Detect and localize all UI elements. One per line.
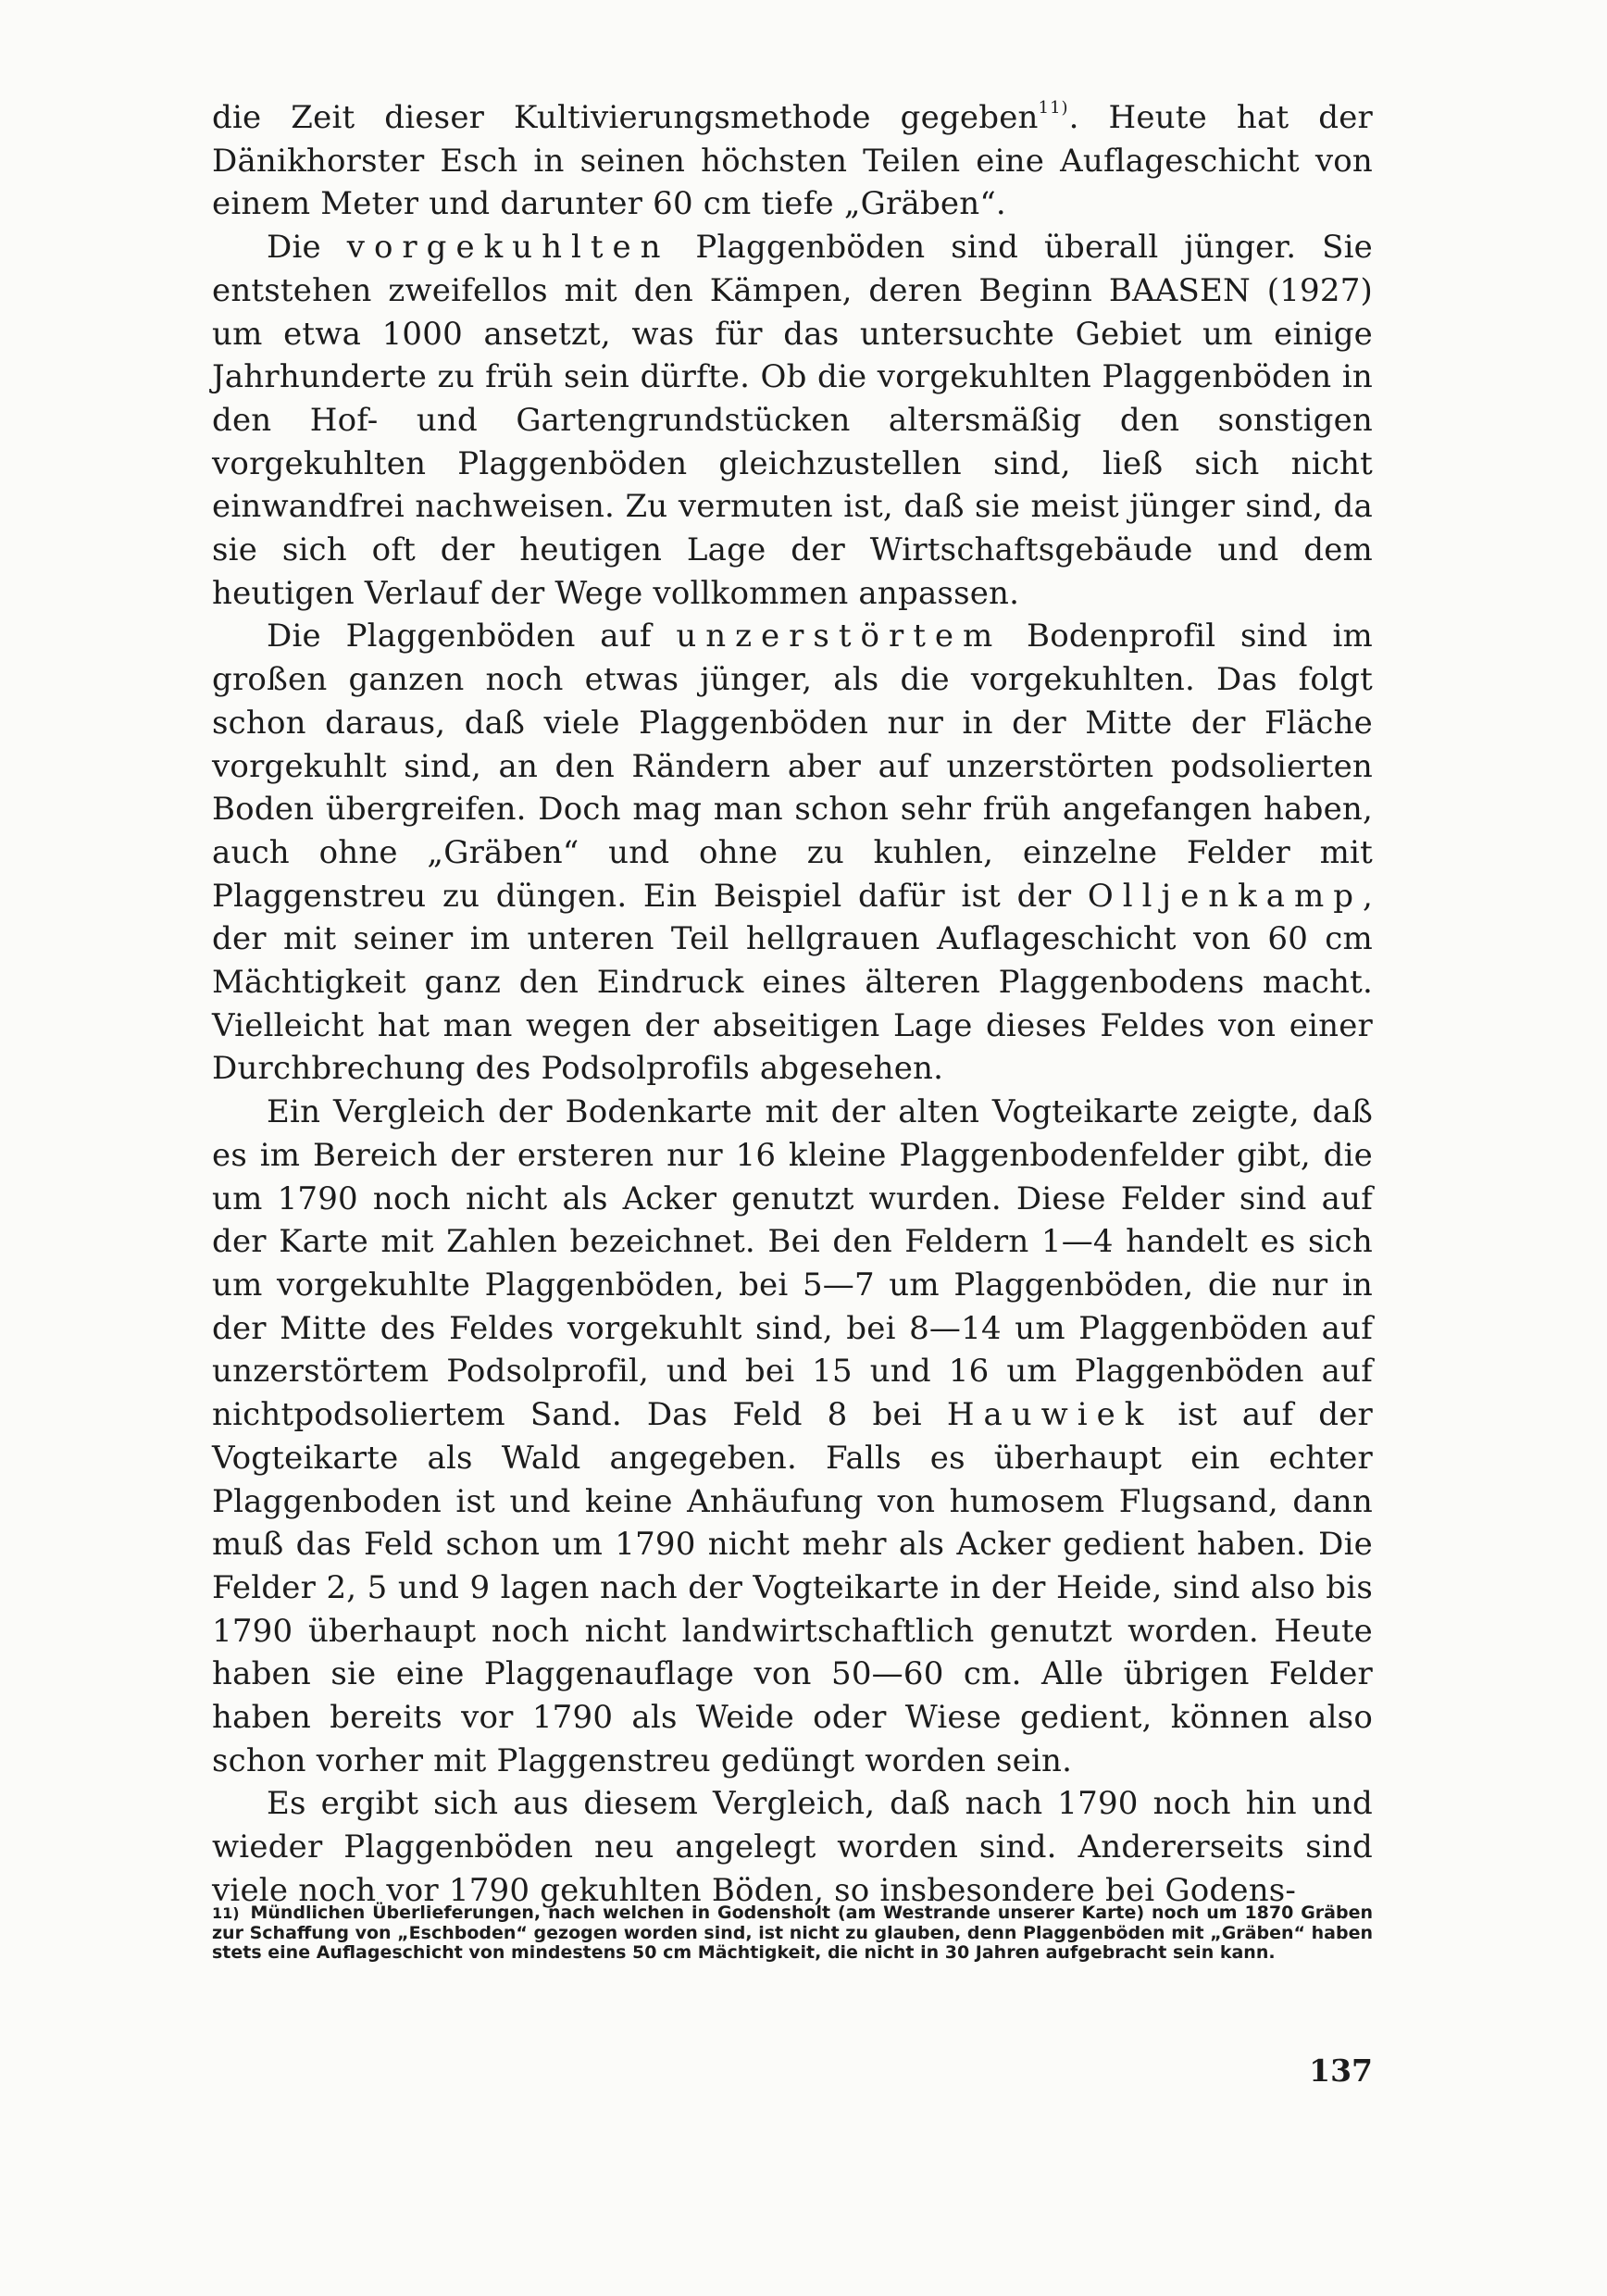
paragraph-5: [212, 1782, 1373, 1912]
paragraph-1: [212, 96, 1373, 226]
footnote-text: Mündlichen Überlieferungen, nach welchen in Godensholt (am Westrande unserer Karte) noch um 1870 Gräben zur Schaffung von „Eschboden“ gezogen worden sind, ist nicht zu glauben, denn Plaggenböden mit „Gräben“ haben stets eine Auflageschicht von mindestens 50 cm Mächtigkeit, die nicht in 30 Jahren aufgebracht sein kann.: [212, 1903, 1374, 1963]
paragraph-2: [212, 226, 1373, 615]
page-body: [212, 96, 1373, 1913]
paragraph-4-text-a: Ein Vergleich der Bodenkarte mit der alten Vogteikarte zeigte, daß es im Bereich der ersteren nur 16 kleine Plaggenbodenfelder gibt, die um 1790 noch nicht als Acker genutzt wurden. Diese Felder sind auf der Karte mit Zahlen bezeichnet. Bei den Feldern 1—4 handelt es sich um vorgekuhlte Plaggenböden, bei 5—7 um Plaggenböden, die nur in der Mitte des Feldes vorgekuhlt sind, bei 8—14 um Plaggenböden auf unzerstörtem Podsolprofil, und bei 15 und 16 um Plaggenböden auf nichtpodsoliertem Sand. Das Feld 8 bei: [212, 1093, 1373, 1434]
footnote-mark: 11): [212, 1904, 240, 1922]
paragraph-1-text-a: die Zeit dieser Kultivierungsmethode gegeben: [212, 99, 1039, 136]
paragraph-2-text-b: Plaggenböden sind überall jünger. Sie entstehen zweifellos mit den Kämpen, deren Beginn BAASEN (1927) um etwa 1000 ansetzt, was für das untersuchte Gebiet um einige Jahrhunderte zu früh sein dürfte. Ob die vorgekuhlten Plaggenböden in den Hof- und Gartengrundstücken altersmäßig den sonstigen vorgekuhlten Plaggenböden gleichzustellen sind, ließ sich nicht einwandfrei nachweisen. Zu vermuten ist, daß sie meist jünger sind, da sie sich oft der heutigen Lage der Wirtschaftsgebäude und dem heutigen Verlauf der Wege vollkommen anpassen.: [212, 229, 1373, 612]
paragraph-4: [212, 1091, 1373, 1782]
footnote-reference: 11): [1038, 98, 1069, 118]
paragraph-3: [212, 615, 1373, 1091]
paragraph-2-text-a: Die: [267, 229, 347, 267]
page-number: 137: [1309, 2053, 1373, 2089]
paragraph-3-text-b: Bodenprofil sind im großen ganzen noch etwas jünger, als die vorgekuhlten. Das folgt schon daraus, daß viele Plaggenböden nur in der Mitte der Fläche vorgekuhlt sind, an den Rändern aber auf unzerstörten podsolierten Boden übergreifen. Doch mag man schon sehr früh angefangen haben, auch ohne „Gräben“ und ohne zu kuhlen, einzelne Felder mit Plaggenstreu zu düngen. Ein Beispiel dafür ist der: [212, 618, 1373, 915]
footnote-11: [212, 1903, 1373, 1964]
emphasis-hauwiek: Hauwiek: [946, 1396, 1153, 1434]
emphasis-olljenkamp: Olljenkamp: [1087, 877, 1363, 915]
paragraph-1-text-b: . Heute hat der Dänikhorster Esch in seinen höchsten Teilen eine Auflageschicht von einem Meter und darunter 60 cm tiefe „Gräben“.: [212, 99, 1373, 223]
emphasis-vorgekuhlten: vorgekuhlten: [346, 229, 670, 267]
paragraph-3-text-a: Die Plaggenböden auf: [267, 618, 677, 655]
emphasis-unzerstoertem: unzerstörtem: [676, 618, 1003, 655]
footnote-section: [212, 1903, 1373, 1964]
paragraph-3-text-c: , der mit seiner im unteren Teil hellgrauen Auflageschicht von 60 cm Mächtigkeit ganz den Eindruck eines älteren Plaggenbodens macht. Vielleicht hat man wegen der abseitigen Lage dieses Feldes von einer Durchbrechung des Podsolprofils abgesehen.: [212, 877, 1373, 1088]
paragraph-5-text: Es ergibt sich aus diesem Vergleich, daß nach 1790 noch hin und wieder Plaggenböden neu angelegt worden sind. Andererseits sind viele noch vor 1790 gekuhlten Böden, so insbesondere bei Godens-: [212, 1785, 1373, 1909]
paragraph-4-text-b: ist auf der Vogteikarte als Wald angegeben. Falls es überhaupt ein echter Plaggenboden ist und keine Anhäufung von humosem Flugsand, dann muß das Feld schon um 1790 nicht mehr als Acker gedient haben. Die Felder 2, 5 und 9 lagen nach der Vogteikarte in der Heide, sind also bis 1790 überhaupt noch nicht landwirtschaftlich genutzt worden. Heute haben sie eine Plaggenauflage von 50—60 cm. Alle übrigen Felder haben bereits vor 1790 als Weide oder Wiese gedient, können also schon vorher mit Plaggenstreu gedüngt worden sein.: [212, 1396, 1374, 1779]
